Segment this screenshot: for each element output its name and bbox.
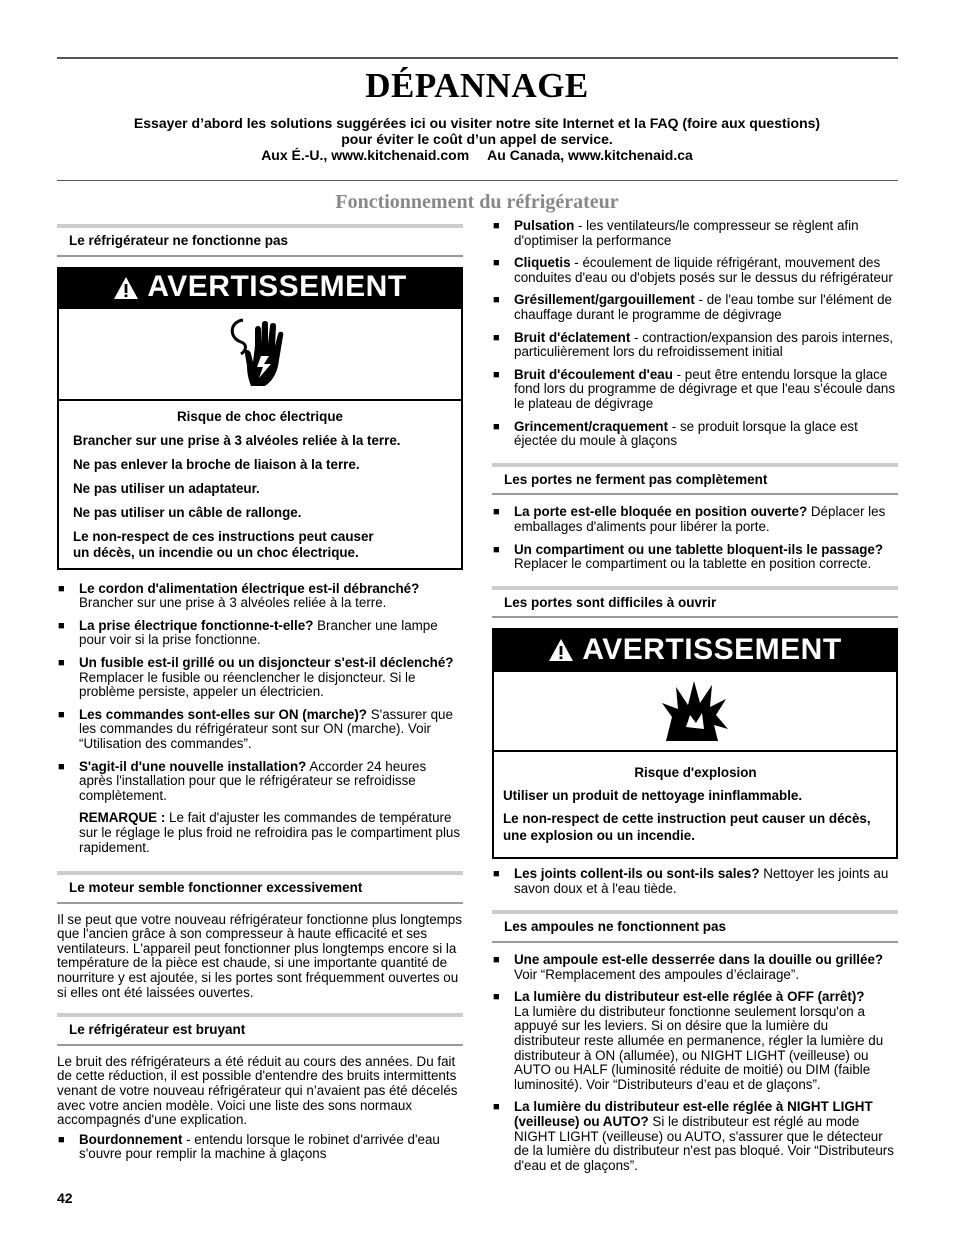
page-number: 42 <box>57 1190 73 1206</box>
item-answer: - de l'eau tombe sur l'élément de chauffage durant le programme de dégivrage <box>514 292 892 322</box>
warning-text <box>59 401 461 568</box>
note <box>57 811 463 855</box>
website-links <box>0 147 954 163</box>
item-question: La prise électrique fonctionne-t-elle? <box>79 617 314 633</box>
warning-header <box>494 630 896 670</box>
subheading-doors-hard-to-open: Les portes sont difficiles à ouvrir <box>492 586 898 619</box>
electric-shock-hand-icon <box>225 316 295 392</box>
warning-pictogram <box>59 307 461 401</box>
item-question: Une ampoule est-elle desserrée dans la douille ou grillée? <box>514 952 884 968</box>
list-item <box>57 656 463 700</box>
bullet-square-icon: ■ <box>493 991 500 1004</box>
item-answer: - entendu lorsque le robinet d'arrivée d'eau s'ouvre pour remplir la machine à glaçons <box>79 1131 440 1162</box>
warning-box-electric <box>57 267 463 570</box>
warning-line: Ne pas enlever la broche de liaison à la terre. <box>73 456 360 472</box>
item-question: Bourdonnement <box>79 1131 183 1147</box>
item-answer: Nettoyer les joints au savon doux et à l'eau tiède. <box>514 866 889 896</box>
warning-box-explosion <box>492 628 898 859</box>
item-question: La porte est-elle bloquée en position ouverte? <box>514 504 808 520</box>
bullet-square-icon: ■ <box>493 543 500 556</box>
item-question: Grésillement/gargouillement <box>514 292 695 308</box>
bullet-square-icon: ■ <box>58 1133 65 1146</box>
subheading-noisy: Le réfrigérateur est bruyant <box>57 1013 463 1046</box>
list-item <box>492 420 898 449</box>
subheading-runs-too-much: Le moteur semble fonctionner excessivement <box>57 871 463 904</box>
right-column <box>492 219 898 1181</box>
bullet-square-icon: ■ <box>493 506 500 519</box>
bullet-square-icon: ■ <box>58 708 65 721</box>
warning-triangle-icon <box>548 638 574 662</box>
list-item <box>492 331 898 360</box>
list-item <box>492 505 898 534</box>
warning-consequence: Le non-respect de cette instruction peut causer un décès, une explosion ou un incendie. <box>503 811 871 844</box>
item-question: Grincement/craquement <box>514 418 669 434</box>
intro-block <box>0 115 954 163</box>
list-item <box>492 990 898 1092</box>
site-us: Aux É.-U., www.kitchenaid.com <box>261 147 470 163</box>
bullet-square-icon: ■ <box>493 1101 500 1114</box>
list-item <box>492 953 898 982</box>
item-answer: Accorder 24 heures après l'installation pour que le réfrigérateur se refroidisse complètement. <box>79 758 427 803</box>
bullet-square-icon: ■ <box>493 868 500 881</box>
bullet-square-icon: ■ <box>493 257 500 270</box>
item-answer: - contraction/expansion des parois internes, particulièrement lors du refroidissement initial <box>514 329 894 360</box>
item-answer: Brancher une lampe pour voir si la prise fonctionne. <box>79 617 438 648</box>
paragraph: Le bruit des réfrigérateurs a été réduit au cours des années. Du fait de cette réduction, il est possible d'entendre des bruits intermittents venant de votre nouveau réfrigérateur qui n’avaient pas été décelés avec votre ancien modèle. Voici une liste des sons normaux accompagnés d'une explication. <box>57 1053 458 1128</box>
warning-header <box>59 269 461 307</box>
list-item <box>57 1133 463 1162</box>
note-text: Le fait d'ajuster les commandes de température sur le réglage le plus froid ne refroidira pas le compartiment plus rapidement. <box>79 810 461 855</box>
item-question: Bruit d'éclatement <box>514 329 631 345</box>
bullet-square-icon: ■ <box>493 331 500 344</box>
item-question: Les joints collent-ils ou sont-ils sales? <box>514 866 760 882</box>
bullet-square-icon: ■ <box>58 582 65 595</box>
header-divider <box>57 180 898 181</box>
bullet-square-icon: ■ <box>493 294 500 307</box>
item-answer: Voir “Remplacement des ampoules d’éclairage”. <box>514 966 800 982</box>
section-title: Fonctionnement du réfrigérateur <box>335 191 619 213</box>
list-item <box>492 368 898 412</box>
left-column <box>57 224 463 1170</box>
item-question: Cliquetis <box>514 255 571 271</box>
list-item <box>492 219 898 248</box>
item-question: S'agit-il d'une nouvelle installation? <box>79 758 307 774</box>
item-question: Pulsation <box>514 218 575 233</box>
risk-title: Risque de choc électrique <box>177 408 343 424</box>
explosion-icon <box>660 679 730 743</box>
bullet-square-icon: ■ <box>58 619 65 632</box>
item-answer: Déplacer les emballages d'aliments pour libérer la porte. <box>514 504 886 534</box>
subheading-doors-not-closing: Les portes ne ferment pas complètement <box>492 463 898 496</box>
item-answer: Remplacer le fusible ou réenclencher le disjoncteur. Si le problème persiste, appeler un électricien. <box>79 669 416 700</box>
item-answer: - écoulement de liquide réfrigérant, mouvement des conduites d'eau ou d'objets posés sur le dessus du réfrigérateur <box>514 255 893 285</box>
list-item <box>57 760 463 804</box>
list-item <box>492 1100 898 1173</box>
item-question: La lumière du distributeur est-elle réglée à NIGHT LIGHT (veilleuse) ou AUTO? <box>514 1099 873 1129</box>
paragraph: Il se peut que votre nouveau réfrigérateur fonctionne plus longtemps que l'ancien grâce à son compresseur à haute efficacité et ses ventilateurs. L'appareil peut fonctionner plus longtemps encore si la température de la pièce est chaude, si une importante quantité de nourriture y est ajoutée, si les portes sont fréquemment ouvertes ou si elles ont été laissées ouvertes. <box>57 911 462 1000</box>
item-answer: La lumière du distributeur fonctionne seulement lorsqu'on a appuyé sur les leviers. Si on désire que la lumière du distributeur reste allumée en permanence, régler la lumière du distributeur à ON (allumée), ou NIGHT LIGHT (veilleuse) ou AUTO ou HALF (luminosité réduite de moitié) ou DIM (faible luminosité). Voir “Distributeurs d’eau et de glaçons”. <box>514 1003 884 1092</box>
warning-line: Brancher sur une prise à 3 alvéoles reliée à la terre. <box>73 432 401 448</box>
item-answer: - peut être entendu lorsque la glace fond lors du programme de dégivrage et que l'eau s'écoule dans le plateau de dégivrage <box>514 366 896 411</box>
warning-consequence-1: Le non-respect de ces instructions peut causer <box>73 528 374 544</box>
risk-title: Risque d'explosion <box>634 765 757 781</box>
bullet-square-icon: ■ <box>493 368 500 381</box>
bullet-square-icon: ■ <box>493 954 500 967</box>
warning-text <box>494 752 896 857</box>
item-question: Un fusible est-il grillé ou un disjoncteur s'est-il déclenché? <box>79 654 454 670</box>
item-question: Le cordon d'alimentation électrique est-il débranché? <box>79 580 420 596</box>
warning-label: AVERTISSEMENT <box>147 270 407 304</box>
subheading-bulbs-not-working: Les ampoules ne fonctionnent pas <box>492 910 898 943</box>
item-question: Les commandes sont-elles sur ON (marche)? <box>79 706 367 722</box>
item-answer: - se produit lorsque la glace est éjectée du moule à glaçons <box>514 418 858 449</box>
item-question: Bruit d'écoulement d'eau <box>514 366 673 382</box>
list-item <box>57 619 463 648</box>
intro-line-1: Essayer d’abord les solutions suggérées ici ou visiter notre site Internet et la FAQ (foire aux questions) <box>133 115 821 131</box>
page-title: DÉPANNAGE <box>365 66 589 105</box>
warning-line: Ne pas utiliser un adaptateur. <box>73 480 260 496</box>
bullet-square-icon: ■ <box>58 656 65 669</box>
warning-triangle-icon <box>113 276 139 300</box>
site-ca: Au Canada, www.kitchenaid.ca <box>487 147 693 163</box>
list-item <box>57 582 463 611</box>
list-item <box>57 708 463 752</box>
item-answer: - les ventilateurs/le compresseur se règlent afin d'optimiser la performance <box>514 218 859 248</box>
top-rule <box>57 57 898 59</box>
item-answer: Replacer le compartiment ou la tablette en position correcte. <box>514 556 872 572</box>
item-answer: Brancher sur une prise à 3 alvéoles reliée à la terre. <box>79 595 387 611</box>
subheading-not-running: Le réfrigérateur ne fonctionne pas <box>57 224 463 257</box>
item-question: La lumière du distributeur est-elle réglée à OFF (arrêt)? <box>514 989 865 1005</box>
bullet-square-icon: ■ <box>58 760 65 773</box>
bullet-square-icon: ■ <box>493 420 500 433</box>
list-item <box>492 867 898 896</box>
item-answer: S'assurer que les commandes du réfrigérateur sont sur ON (marche). Voir “Utilisation des commandes”. <box>79 706 453 751</box>
note-label: REMARQUE : <box>79 810 166 826</box>
warning-line: Ne pas utiliser un câble de rallonge. <box>73 504 302 520</box>
warning-consequence-2: un décès, un incendie ou un choc électrique. <box>73 544 359 560</box>
list-item <box>492 293 898 322</box>
intro-line-2: pour éviter le coût d’un appel de service. <box>341 131 613 147</box>
item-answer: Si le distributeur est réglé au mode NIGHT LIGHT (veilleuse) ou AUTO, s'assurer que le détecteur de la lumière du distributeur n'est pas bloqué. Voir “Distributeurs d'eau et de glaçons”. <box>514 1114 894 1173</box>
warning-pictogram <box>494 670 896 752</box>
list-item <box>492 543 898 572</box>
bullet-square-icon: ■ <box>493 220 500 232</box>
warning-label: AVERTISSEMENT <box>582 632 842 666</box>
item-question: Un compartiment ou une tablette bloquent-ils le passage? <box>514 541 884 557</box>
warning-line: Utiliser un produit de nettoyage ininflammable. <box>503 788 803 804</box>
list-item <box>492 256 898 285</box>
